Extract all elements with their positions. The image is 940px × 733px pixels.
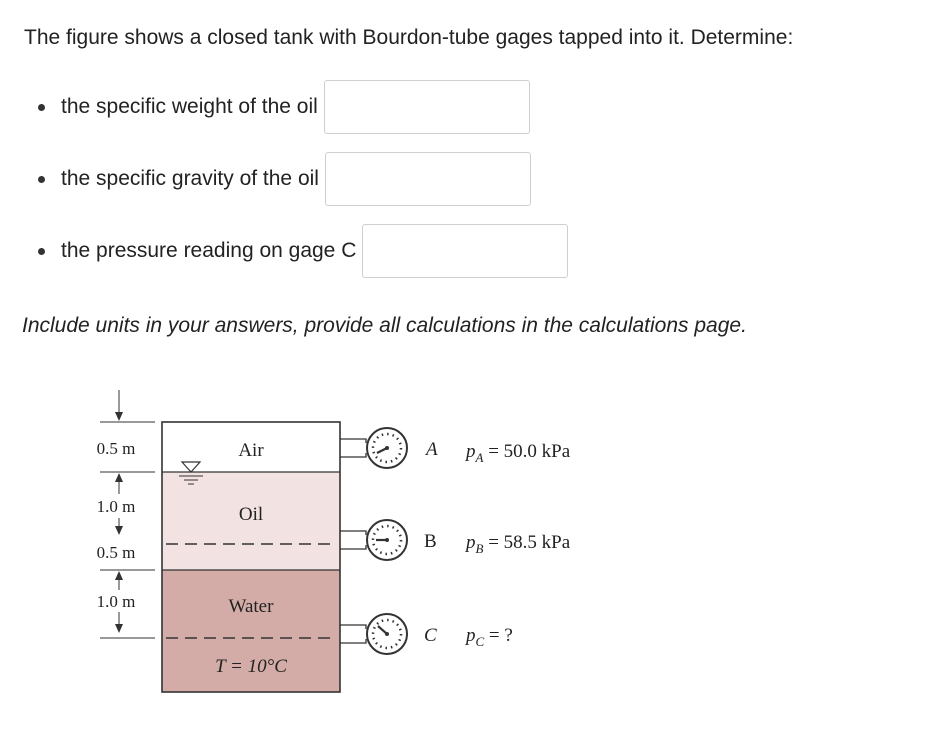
gage-a-letter: A — [426, 439, 438, 460]
oil-label: Oil — [238, 504, 264, 525]
question-label: the specific gravity of the oil — [61, 167, 319, 190]
dimension-oil-lower-height: 0.5 m — [96, 543, 136, 562]
gage-c-reading: $p_C$ = ? — [466, 625, 513, 649]
temperature-label: T = 10°C — [215, 656, 287, 677]
gage-b-reading: $p_B = 58.5$ kPa — [466, 532, 571, 556]
problem-intro: The figure shows a closed tank with Bourdon-tube gages tapped into it. Determine: — [24, 26, 794, 49]
dimension-water-height: 1.0 m — [96, 592, 136, 611]
gage-a — [340, 428, 407, 468]
gage-c-letter: C — [424, 625, 437, 646]
gage-a-reading: $p_A = 50.0$ kPa — [466, 441, 571, 465]
air-label: Air — [238, 440, 264, 461]
gage-b-letter: B — [424, 531, 437, 552]
gage-c — [340, 614, 407, 654]
question-label: the specific weight of the oil — [61, 95, 318, 118]
dimension-oil-upper-height: 1.0 m — [96, 497, 136, 516]
question-label: the pressure reading on gage C — [61, 239, 357, 262]
instructions-note: Include units in your answers, provide all calculations in the calculations page. — [22, 314, 747, 337]
gage-b — [340, 520, 407, 560]
water-label: Water — [228, 596, 274, 617]
dimension-air-height: 0.5 m — [96, 439, 136, 458]
